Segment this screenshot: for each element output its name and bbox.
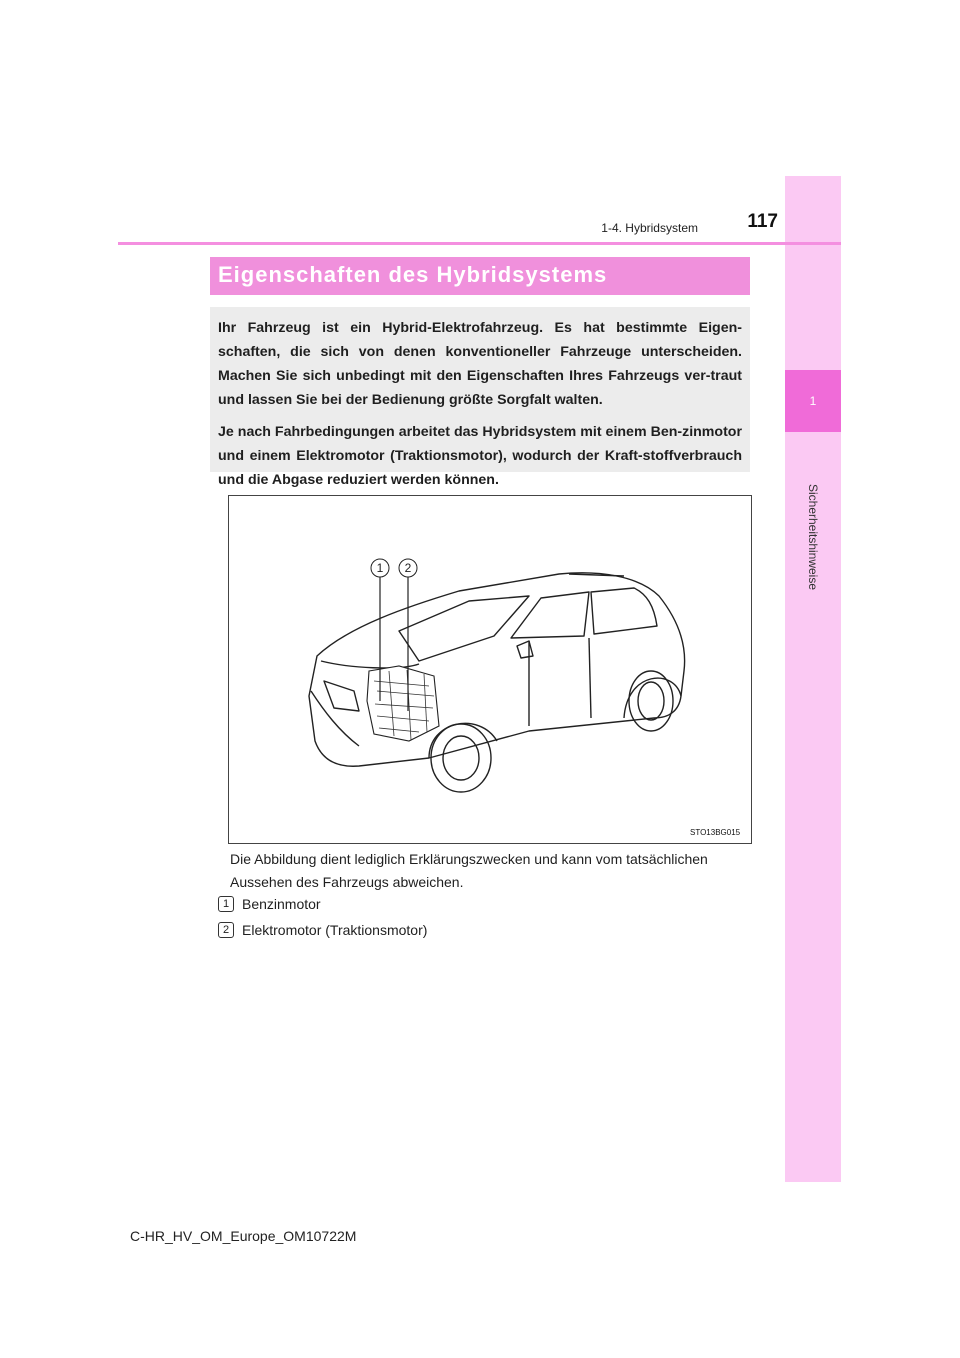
intro-paragraph: Ihr Fahrzeug ist ein Hybrid-Elektrofahrzeug. Es hat bestimmte Eigen-schaften, die sich von denen konventioneller Fahrzeuge unterscheiden. Machen Sie sich unbedingt mit den Eigenschaften Ihres Fahrzeugs ver-traut und lassen Sie bei der Bedienung größte Sorgfalt walten. bbox=[218, 320, 742, 408]
legend-badge: 1 bbox=[218, 896, 234, 912]
legend-item bbox=[218, 920, 427, 940]
footer-doc-id: C-HR_HV_OM_Europe_OM10722M bbox=[130, 1228, 357, 1244]
section-label: 1-4. Hybridsystem bbox=[601, 221, 698, 235]
legend-badge: 2 bbox=[218, 922, 234, 938]
callout-2: 2 bbox=[404, 561, 412, 575]
legend-label: Benzinmotor bbox=[242, 896, 321, 912]
intro-text bbox=[218, 316, 742, 500]
chapter-number[interactable]: 1 bbox=[809, 394, 817, 408]
callout-1: 1 bbox=[376, 561, 384, 575]
intro-paragraph: Je nach Fahrbedingungen arbeitet das Hybridsystem mit einem Ben-zinmotor und einem Elektromotor (Traktionsmotor), wodurch der Kraft-stoffverbrauch und die Abgase reduziert werden können. bbox=[218, 424, 742, 488]
legend-label: Elektromotor (Traktionsmotor) bbox=[242, 922, 428, 938]
legend-item bbox=[218, 894, 321, 914]
header-rule bbox=[118, 242, 841, 245]
page-title: Eigenschaften des Hybridsystems bbox=[218, 262, 608, 287]
chapter-title: Sicherheitshinweise bbox=[806, 483, 820, 591]
figure-caption: Die Abbildung dient lediglich Erklärungszwecken und kann vom tatsächlichen Aussehen des Fahrzeugs abweichen. bbox=[230, 851, 708, 890]
figure-code: STO13BG015 bbox=[690, 828, 741, 837]
page-number: 117 bbox=[747, 211, 778, 232]
vehicle-illustration bbox=[228, 495, 752, 844]
car-drawing bbox=[229, 496, 751, 843]
side-tab bbox=[785, 176, 841, 1182]
